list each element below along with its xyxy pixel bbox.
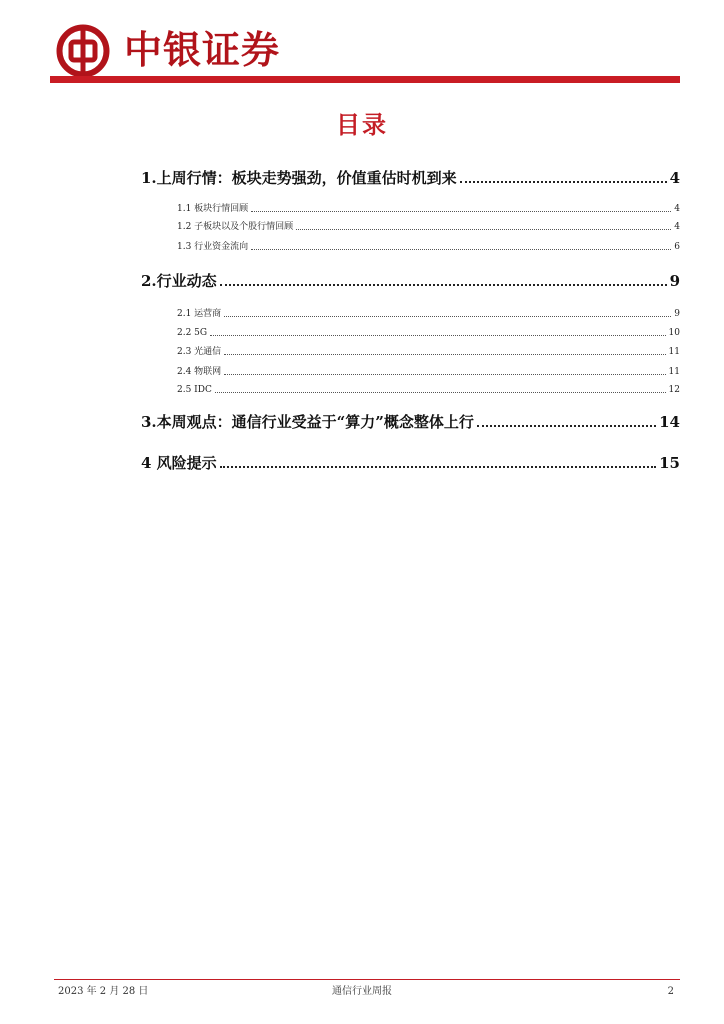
toc-entry-page: 6	[674, 242, 680, 252]
toc-entry-page: 14	[659, 413, 680, 431]
toc-entry-page: 4	[674, 222, 680, 232]
toc-entry[interactable]	[177, 237, 680, 252]
toc-entry-label: 2.4 物联网	[177, 367, 222, 377]
toc-entry-page: 11	[668, 347, 680, 357]
toc-entry[interactable]	[177, 217, 680, 232]
footer-date: 2023 年 2 月 28 日	[58, 986, 149, 997]
toc-entry[interactable]	[177, 304, 680, 319]
toc-dot-leader	[220, 283, 667, 286]
toc-dot-leader	[251, 248, 671, 250]
toc-dot-leader	[224, 315, 671, 317]
toc-entry-label: 4 风险提示	[141, 454, 217, 472]
toc-entry-label: 1.3 行业资金流向	[177, 242, 249, 252]
header-divider	[50, 76, 680, 83]
toc-entry-label: 2.2 5G	[177, 328, 208, 338]
toc-entry-page: 12	[668, 385, 680, 395]
toc-dot-leader	[251, 210, 671, 212]
toc-dot-leader	[224, 373, 665, 375]
footer-divider	[54, 979, 680, 980]
toc-dot-leader	[477, 424, 656, 427]
toc-entry[interactable]	[141, 162, 680, 186]
toc-dot-leader	[215, 391, 666, 393]
toc-entry-page: 4	[674, 204, 680, 214]
toc-entry-label: 1.上周行情：板块走势强劲，价值重估时机到来	[141, 169, 457, 187]
toc-entry-page: 10	[668, 328, 680, 338]
toc-entry-page: 4	[669, 169, 680, 187]
toc-entry[interactable]	[177, 323, 680, 338]
footer-page-number: 2	[667, 986, 674, 997]
toc-entry[interactable]	[177, 342, 680, 357]
toc-entry-label: 1.1 板块行情回顾	[177, 204, 249, 214]
toc-entry[interactable]	[177, 362, 680, 377]
toc-entry-label: 1.2 子板块以及个股行情回顾	[177, 222, 294, 232]
toc-entry[interactable]	[141, 406, 680, 430]
bank-of-china-logo-icon	[54, 22, 112, 80]
toc-dot-leader	[224, 353, 665, 355]
logo-graphic	[54, 22, 112, 80]
toc-entry-label: 3.本周观点：通信行业受益于“算力”概念整体上行	[141, 413, 474, 431]
toc-entry[interactable]	[177, 199, 680, 214]
page-header	[0, 0, 724, 90]
toc-title: 目录	[336, 111, 388, 139]
toc-entry[interactable]	[177, 380, 680, 395]
toc-entry-label: 2.3 光通信	[177, 347, 222, 357]
toc-dot-leader	[460, 180, 667, 183]
toc-dot-leader	[220, 465, 656, 468]
toc-entry-page: 9	[674, 309, 680, 319]
toc-entry-label: 2.5 IDC	[177, 385, 212, 395]
toc-entry-page: 11	[668, 367, 680, 377]
toc-entry[interactable]	[141, 265, 680, 289]
toc-entry-page: 9	[669, 272, 680, 290]
footer-report-name: 通信行业周报	[332, 986, 392, 997]
toc-dot-leader	[296, 228, 671, 230]
toc-entry-label: 2.1 运营商	[177, 309, 222, 319]
toc-entry[interactable]	[141, 447, 680, 471]
toc-dot-leader	[210, 334, 665, 336]
brand-name: 中银证券	[124, 28, 281, 72]
toc-entry-label: 2.行业动态	[141, 272, 217, 290]
toc-entry-page: 15	[659, 454, 680, 472]
